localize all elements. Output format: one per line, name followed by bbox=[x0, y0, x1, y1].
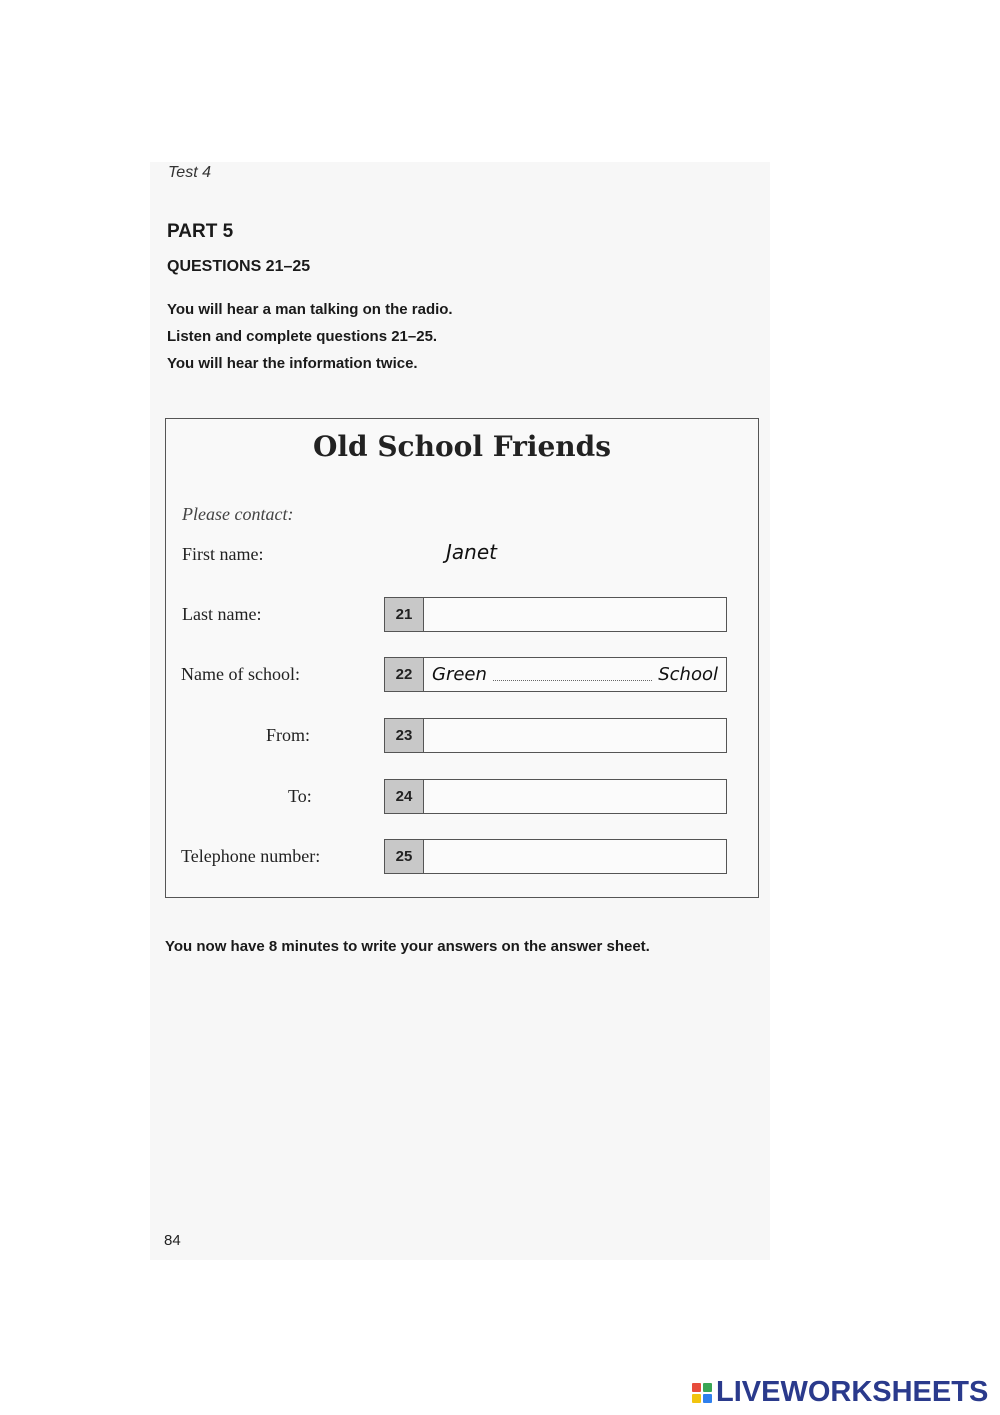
school-name-label: Name of school: bbox=[181, 664, 300, 684]
brand-tile bbox=[692, 1394, 701, 1403]
running-head: Test 4 bbox=[168, 164, 211, 181]
question-number: 25 bbox=[384, 839, 424, 874]
closing-instruction: You now have 8 minutes to write your answers on the answer sheet. bbox=[165, 938, 650, 955]
questions-title: QUESTIONS 21–25 bbox=[167, 258, 311, 275]
to-input[interactable] bbox=[424, 779, 727, 814]
question-number: 24 bbox=[384, 779, 424, 814]
page-number: 84 bbox=[164, 1232, 181, 1249]
brand-logo-icon bbox=[692, 1383, 712, 1403]
telephone-input[interactable] bbox=[424, 839, 727, 874]
telephone-label: Telephone number: bbox=[181, 846, 321, 866]
question-number: 23 bbox=[384, 718, 424, 753]
to-label: To: bbox=[288, 786, 312, 806]
instructions bbox=[167, 296, 453, 377]
last-name-input[interactable] bbox=[424, 597, 727, 632]
part-title: PART 5 bbox=[167, 221, 234, 242]
question-number: 21 bbox=[384, 597, 424, 632]
instruction-line: You will hear the information twice. bbox=[167, 355, 418, 372]
question-number: 22 bbox=[384, 657, 424, 692]
first-name-value: Janet bbox=[446, 540, 497, 564]
contact-note: Please contact: bbox=[182, 504, 294, 524]
form-title: Old School Friends bbox=[312, 430, 611, 463]
from-label: From: bbox=[266, 725, 311, 745]
from-input[interactable] bbox=[424, 718, 727, 753]
brand-tile bbox=[703, 1383, 712, 1392]
last-name-label: Last name: bbox=[182, 604, 262, 624]
school-suffix: School bbox=[658, 664, 718, 685]
first-name-label: First name: bbox=[182, 544, 264, 564]
instruction-line: Listen and complete questions 21–25. bbox=[167, 328, 438, 345]
brand-tile bbox=[703, 1394, 712, 1403]
instruction-line: You will hear a man talking on the radio. bbox=[167, 301, 453, 318]
school-prefix: Green bbox=[432, 664, 487, 685]
school-blank[interactable] bbox=[493, 668, 652, 681]
brand-tile bbox=[692, 1383, 701, 1392]
brand-name: LIVEWORKSHEETS bbox=[716, 1376, 989, 1408]
liveworksheets-brand[interactable] bbox=[692, 1376, 988, 1409]
school-name-field[interactable] bbox=[424, 657, 727, 692]
